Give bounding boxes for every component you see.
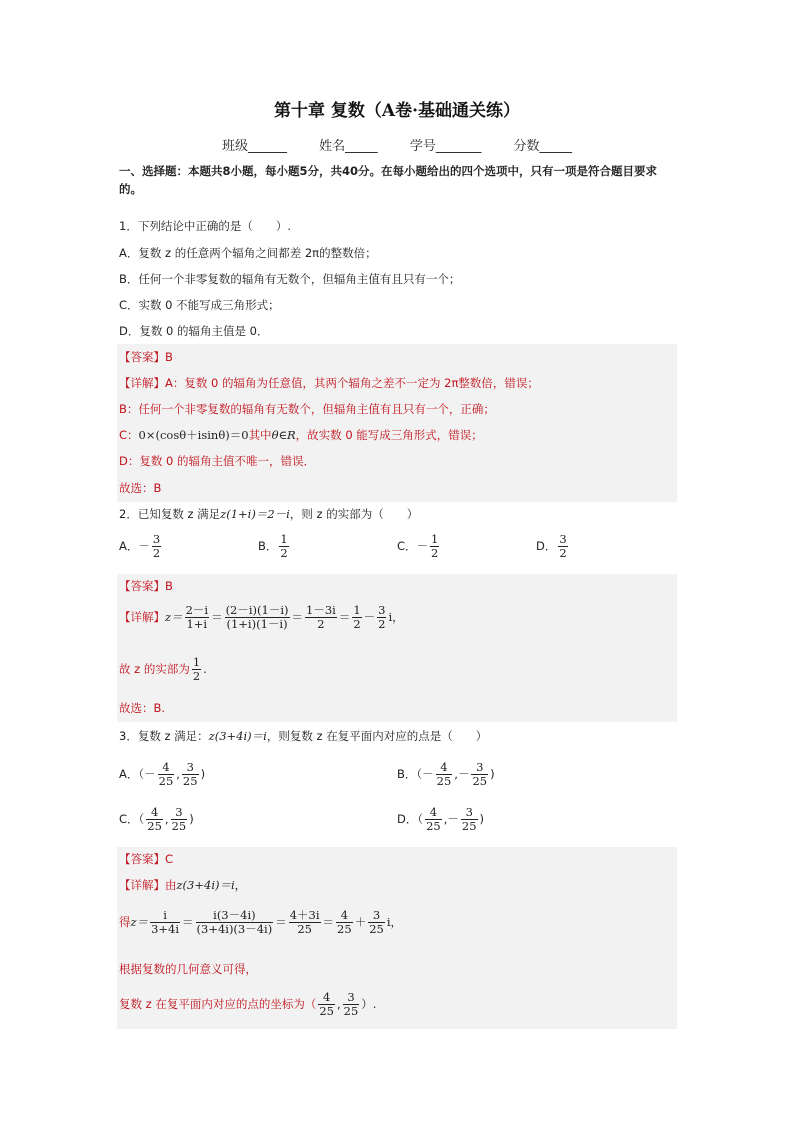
numerator: i(3－4i) xyxy=(196,909,274,923)
real-part-prefix: 故 z 的实部为 xyxy=(119,662,190,676)
option-label: D．（ xyxy=(397,812,424,826)
fraction xyxy=(430,533,439,560)
detail-label: 【详解】 xyxy=(119,878,165,892)
z-equals: z＝ xyxy=(165,610,183,624)
fraction xyxy=(318,991,335,1018)
denominator: 2 xyxy=(280,546,288,560)
numerator: i xyxy=(150,909,180,923)
numerator: 3 xyxy=(471,761,488,775)
point-prefix: 复数 z 在复平面内对应的点的坐标为（ xyxy=(119,997,317,1011)
denominator: 25 xyxy=(461,819,477,833)
option-label: B．（ xyxy=(397,767,423,781)
denominator: 25 xyxy=(426,819,441,833)
fraction xyxy=(377,604,386,631)
q2-stem-math: z(1+i)＝2－i xyxy=(220,507,290,521)
student-id-field: 学号_______ xyxy=(409,139,482,154)
q3-derivation xyxy=(119,909,402,936)
sign: － xyxy=(144,767,156,781)
q1-option-a: A．复数 z 的任意两个辐角之间都差 2π的整数倍； xyxy=(119,246,377,260)
fraction xyxy=(185,604,210,631)
numerator: (2－i)(1－i) xyxy=(225,603,289,617)
option-label: B． xyxy=(258,539,278,553)
option-label: D． xyxy=(536,539,557,553)
q2-detail xyxy=(119,604,404,631)
fraction xyxy=(425,806,442,833)
tail: i， xyxy=(388,610,404,624)
q3-option-a: A．（－ $\frac{4}{25}$ , $\frac{3}{25}$ ) xyxy=(119,760,206,788)
q2-option-d xyxy=(536,533,570,560)
q1-option-b: B．任何一个非零复数的辐角有无数个，但辐角主值有且只有一个； xyxy=(119,272,461,286)
numerator: 1 xyxy=(353,603,361,617)
fraction xyxy=(279,533,288,560)
option-sign: － xyxy=(416,539,429,553)
tail: i， xyxy=(386,915,403,929)
fraction xyxy=(471,761,488,788)
derivation-prefix: 得 xyxy=(119,915,131,929)
q3-detail-1 xyxy=(119,877,246,893)
q2-answer-box xyxy=(117,574,677,722)
q2-stem xyxy=(119,506,418,522)
sign: － xyxy=(457,767,470,781)
student-info-fields xyxy=(0,135,794,154)
q1-detail-a xyxy=(119,375,539,391)
equals: ＝ xyxy=(338,610,351,624)
q3-geometric-meaning: 根据复数的几何意义可得， xyxy=(119,962,257,976)
denominator: 25 xyxy=(319,1004,334,1018)
sign: － xyxy=(422,767,434,781)
q1-explain-b: B：任何一个非零复数的辐角有无数个，但辐角主值有且只有一个，正确； xyxy=(119,402,495,416)
fraction xyxy=(343,991,360,1018)
q3-stem-suffix: ，则复数 z 在复平面内对应的点是（ ） xyxy=(266,729,488,743)
denominator: 1+i xyxy=(186,617,208,631)
detail-label: 【详解】 xyxy=(119,610,165,624)
q1-explain-c-math2: θ∈R xyxy=(271,428,296,442)
denominator: (1+i)(1－i) xyxy=(226,617,288,631)
period: . xyxy=(203,662,207,676)
q2-option-a xyxy=(119,533,163,560)
numerator: 3 xyxy=(171,806,188,820)
q1-explain-d: D：复数 0 的辐角主值不唯一，错误． xyxy=(119,454,315,468)
z-equals: z＝ xyxy=(130,915,149,929)
denominator: 25 xyxy=(182,774,198,788)
q1-stem: 1．下列结论中正确的是（ ）. xyxy=(119,219,291,233)
detail-label: 【详解】 xyxy=(119,376,165,390)
page-title: 第十章 复数（A卷·基础通关练） xyxy=(273,101,521,121)
denominator: 25 xyxy=(147,819,162,833)
fraction xyxy=(461,806,478,833)
fraction xyxy=(152,533,161,560)
numerator: 4 xyxy=(318,991,335,1005)
denominator: 2 xyxy=(431,546,439,560)
denominator: 25 xyxy=(369,922,384,936)
denominator: 25 xyxy=(337,922,352,936)
option-label: C． xyxy=(397,539,417,553)
comma: , xyxy=(337,997,341,1011)
q3-point-coordinates xyxy=(119,991,376,1018)
point-suffix: ）. xyxy=(361,997,377,1011)
numerator: 2－i xyxy=(185,603,209,617)
numerator: 3 xyxy=(343,991,360,1005)
fraction xyxy=(196,909,274,936)
equals: ＝ xyxy=(182,915,194,929)
fraction xyxy=(192,656,201,683)
denominator: 25 xyxy=(472,774,488,788)
q1-explain-a: A：复数 0 的辐角为任意值，其两个辐角之差不一定为 2π整数倍，错误； xyxy=(165,376,539,390)
q3-stem-prefix: 3．复数 z 满足： xyxy=(119,729,209,743)
denominator: 2 xyxy=(152,546,161,560)
numerator: 4＋3i xyxy=(289,908,320,922)
fraction xyxy=(171,806,188,833)
equals: ＝ xyxy=(291,610,303,624)
fraction xyxy=(352,604,361,631)
numerator: 4 xyxy=(425,806,442,820)
fraction xyxy=(336,909,353,936)
numerator: 3 xyxy=(461,806,478,820)
denominator: 2 xyxy=(192,669,201,683)
numerator: 1 xyxy=(431,532,439,546)
plus: ＋ xyxy=(354,915,367,929)
name-field: 姓名_____ xyxy=(319,139,378,154)
section-heading: 一、选择题：本题共8小题，每小题5分，共40分。在每小题给出的四个选项中，只有一项是符合题目要求的。 xyxy=(119,164,658,196)
equals: ＝ xyxy=(322,915,335,929)
q3-option-d: D．（ $\frac{4}{25}$ ,－ $\frac{3}{25}$ ) xyxy=(397,805,485,833)
numerator: 3 xyxy=(152,532,161,546)
denominator: 25 xyxy=(436,774,452,788)
option-label: C．（ xyxy=(119,812,145,826)
option-sign: － xyxy=(138,539,150,553)
class-field: 班级______ xyxy=(222,139,288,154)
fraction xyxy=(368,909,385,936)
fraction xyxy=(558,533,567,560)
numerator: 4 xyxy=(146,806,163,820)
numerator: 4 xyxy=(436,761,453,775)
q1-conclusion: 故选：B xyxy=(119,481,162,495)
option-label: A． xyxy=(119,539,139,553)
numerator: 3 xyxy=(368,909,385,923)
fraction xyxy=(289,909,321,936)
denominator: 3+4i xyxy=(151,922,180,936)
denominator: 25 xyxy=(343,1004,359,1018)
score-field: 分数_____ xyxy=(513,139,572,154)
q1-explain-c-math: 0×(cosθ＋isinθ)＝0 xyxy=(138,428,249,442)
q2-real-part xyxy=(119,656,207,683)
denominator: 2 xyxy=(353,617,361,631)
denominator: 25 xyxy=(158,774,174,788)
q3-option-b: B．（－ $\frac{4}{25}$ ,－ $\frac{3}{25}$ ) xyxy=(397,760,495,788)
numerator: 3 xyxy=(378,603,386,617)
q1-explain-c-prefix: C： xyxy=(119,428,139,442)
q1-explain-c-suffix: ，故实数 0 能写成三角形式，错误； xyxy=(295,428,483,442)
equals: ＝ xyxy=(211,610,223,624)
numerator: 1 xyxy=(192,655,201,669)
fraction xyxy=(150,909,180,936)
detail-math: z(3+4i)＝i xyxy=(176,878,235,892)
q1-answer-box xyxy=(117,344,677,502)
fraction xyxy=(158,761,175,788)
fraction xyxy=(305,604,337,631)
numerator: 3 xyxy=(182,761,199,775)
q2-stem-prefix: 2．已知复数 z 满足 xyxy=(119,507,221,521)
q3-stem xyxy=(119,728,487,744)
q2-option-b xyxy=(258,533,291,560)
q2-stem-suffix: ，则 z 的实部为（ ） xyxy=(289,507,419,521)
fraction xyxy=(182,761,199,788)
denominator: (3+4i)(3－4i) xyxy=(196,922,273,936)
numerator: 1－3i xyxy=(306,603,336,617)
numerator: 3 xyxy=(559,532,567,546)
q1-option-d: D．复数 0 的辐角主值是 0． xyxy=(119,324,269,338)
equals: ＝ xyxy=(275,915,287,929)
detail-suffix: ， xyxy=(234,878,247,892)
denominator: 2 xyxy=(317,617,325,631)
q2-answer: 【答案】B xyxy=(119,579,173,593)
q1-explain-c xyxy=(119,427,483,443)
numerator: 1 xyxy=(280,532,288,546)
q3-option-c: C．（ $\frac{4}{25}$ , $\frac{3}{25}$ ) xyxy=(119,805,194,833)
option-label: A．（ xyxy=(119,767,145,781)
q3-stem-math: z(3+4i)＝i xyxy=(208,729,267,743)
numerator: 4 xyxy=(336,909,353,923)
denominator: 25 xyxy=(297,922,312,936)
numerator: 4 xyxy=(158,761,175,775)
q2-option-c xyxy=(397,533,441,560)
sign: － xyxy=(447,812,459,826)
denominator: 25 xyxy=(171,819,187,833)
q3-answer: 【答案】C xyxy=(119,852,174,866)
q1-answer: 【答案】B xyxy=(119,350,173,364)
denominator: 2 xyxy=(378,617,386,631)
q2-conclusion: 故选：B. xyxy=(119,701,166,715)
fraction xyxy=(146,806,163,833)
minus: － xyxy=(363,610,376,624)
fraction xyxy=(436,761,453,788)
denominator: 2 xyxy=(559,546,567,560)
q1-option-c: C．实数 0 不能写成三角形式； xyxy=(119,298,280,312)
fraction xyxy=(225,604,290,631)
q1-explain-c-mid: 其中 xyxy=(248,428,272,442)
detail-prefix: 由 xyxy=(165,878,177,892)
